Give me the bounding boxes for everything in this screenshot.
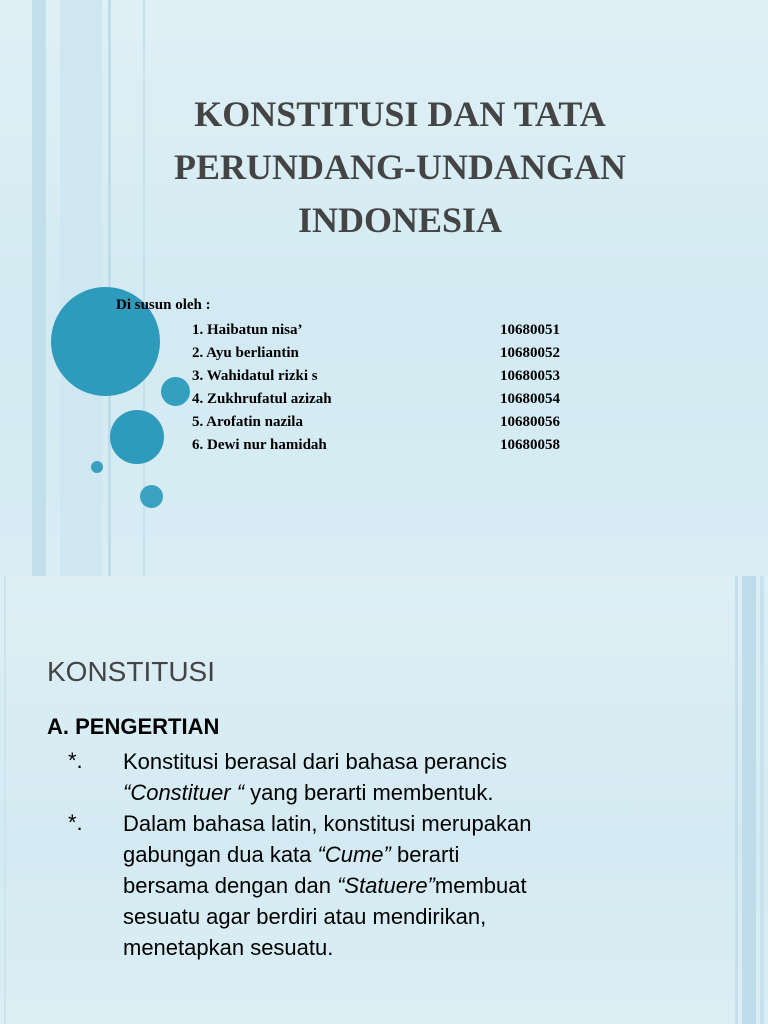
decorative-stripe bbox=[735, 576, 738, 1024]
member-name: 2. Ayu berliantin bbox=[192, 345, 299, 361]
bullet-line bbox=[123, 870, 723, 901]
bullet-line: Dalam bahasa latin, konstitusi merupakan bbox=[123, 811, 532, 836]
bullet-text bbox=[123, 808, 723, 963]
italic-term: “Cume” bbox=[317, 842, 391, 867]
decorative-circle bbox=[140, 485, 163, 508]
section-heading: A. PENGERTIAN bbox=[47, 714, 220, 739]
bullet-line-post: membuat bbox=[434, 873, 527, 898]
slide-content bbox=[0, 576, 768, 1024]
slide-title-heading bbox=[110, 88, 690, 247]
bullet-line-post: berarti bbox=[390, 842, 460, 867]
bullet-marker: *. bbox=[68, 748, 83, 773]
bullet-line: Konstitusi berasal dari bahasa perancis bbox=[123, 749, 508, 774]
decorative-stripe bbox=[742, 576, 756, 1024]
decorative-stripe bbox=[4, 576, 6, 1024]
decorative-circle bbox=[91, 461, 103, 473]
bullet-line-rest: yang berarti membentuk. bbox=[244, 780, 494, 805]
title-line: INDONESIA bbox=[297, 200, 503, 240]
member-row bbox=[0, 437, 768, 457]
bullet-marker: *. bbox=[68, 810, 83, 835]
bullet-line-pre: bersama dengan dan bbox=[123, 873, 338, 898]
member-row bbox=[0, 345, 768, 365]
decorative-stripe bbox=[760, 576, 764, 1024]
member-id: 10680052 bbox=[500, 345, 560, 361]
member-row bbox=[0, 414, 768, 434]
slide-heading: KONSTITUSI bbox=[47, 656, 216, 687]
italic-term: “Statuere” bbox=[337, 873, 435, 898]
member-row bbox=[0, 368, 768, 388]
member-name: 1. Haibatun nisa’ bbox=[192, 322, 303, 338]
member-id: 10680058 bbox=[500, 437, 560, 453]
member-name: 6. Dewi nur hamidah bbox=[192, 437, 327, 453]
member-id: 10680053 bbox=[500, 368, 560, 384]
bullet-line: sesuatu agar berdiri atau mendirikan, bbox=[123, 904, 487, 929]
member-name: 4. Zukhrufatul azizah bbox=[192, 391, 332, 407]
author-byline: Di susun oleh : bbox=[116, 297, 211, 313]
bullet-line bbox=[123, 839, 723, 870]
member-row bbox=[0, 391, 768, 411]
member-row bbox=[0, 322, 768, 342]
title-line: PERUNDANG-UNDANGAN bbox=[174, 147, 626, 187]
member-name: 5. Arofatin nazila bbox=[192, 414, 303, 430]
decorative-stripe bbox=[32, 0, 46, 576]
italic-term: “Constituer “ bbox=[123, 780, 245, 805]
member-name: 3. Wahidatul rizki s bbox=[192, 368, 318, 384]
bullet-line bbox=[123, 777, 723, 808]
bullet-text bbox=[123, 746, 723, 808]
title-line: KONSTITUSI DAN TATA bbox=[194, 94, 606, 134]
member-id: 10680054 bbox=[500, 391, 560, 407]
bullet-line: menetapkan sesuatu. bbox=[123, 935, 334, 960]
member-id: 10680051 bbox=[500, 322, 560, 338]
bullet-line-pre: gabungan dua kata bbox=[123, 842, 318, 867]
member-id: 10680056 bbox=[500, 414, 560, 430]
